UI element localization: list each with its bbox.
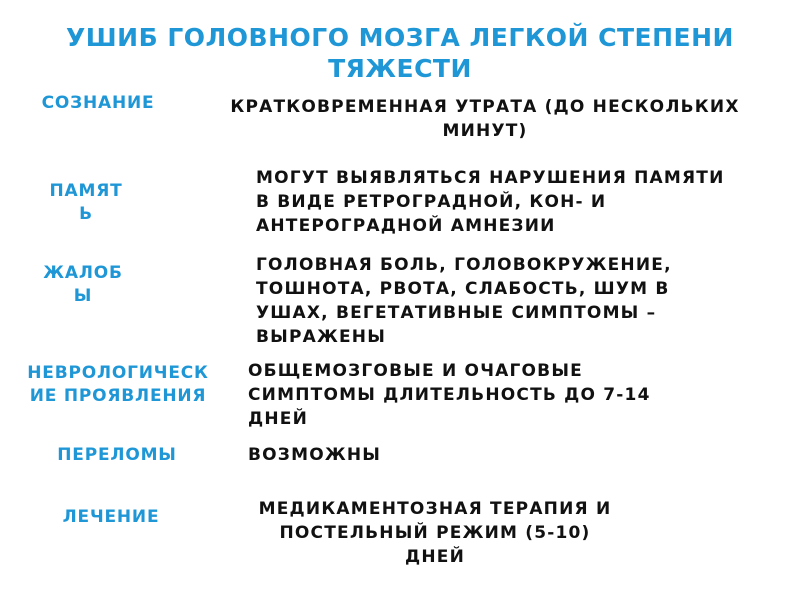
label-fractures xyxy=(42,444,192,467)
value-memory-line-3: АНТЕРОГРАДНОЙ АМНЕЗИИ xyxy=(256,216,556,236)
value-neurological-line-1: ОБЩЕМОЗГОВЫЕ И ОЧАГОВЫЕ xyxy=(248,361,583,381)
value-complaints-line-1: ГОЛОВНАЯ БОЛЬ, ГОЛОВОКРУЖЕНИЕ, xyxy=(256,255,672,275)
value-fractures xyxy=(248,443,548,467)
slide-title-line-1: УШИБ ГОЛОВНОГО МОЗГА ЛЕГКОЙ СТЕПЕНИ xyxy=(66,23,734,52)
value-treatment xyxy=(220,497,650,569)
label-neurological-line-1: НЕВРОЛОГИЧЕСК xyxy=(27,363,209,383)
value-memory-line-2: В ВИДЕ РЕТРОГРАДНОЙ, КОН- И xyxy=(256,192,607,212)
value-consciousness-line-1: КРАТКОВРЕМЕННАЯ УТРАТА (ДО НЕСКОЛЬКИХ xyxy=(230,97,740,117)
value-complaints-line-3: УШАХ, ВЕГЕТАТИВНЫЕ СИМПТОМЫ – xyxy=(256,303,657,323)
label-memory-line-1: ПАМЯТ xyxy=(49,181,123,201)
value-complaints xyxy=(256,253,786,349)
value-memory xyxy=(256,166,786,238)
label-treatment xyxy=(46,506,176,529)
label-treatment-line-1: ЛЕЧЕНИЕ xyxy=(62,507,160,527)
slide-title-line-2: ТЯЖЕСТИ xyxy=(328,54,472,83)
label-neurological xyxy=(12,362,224,408)
value-neurological-line-3: ДНЕЙ xyxy=(248,409,309,429)
label-memory xyxy=(36,180,136,226)
value-neurological-line-2: СИМПТОМЫ ДЛИТЕЛЬНОСТЬ ДО 7-14 xyxy=(248,385,651,405)
label-neurological-line-2: ИЕ ПРОЯВЛЕНИЯ xyxy=(29,386,207,406)
value-complaints-line-2: ТОШНОТА, РВОТА, СЛАБОСТЬ, ШУМ В xyxy=(256,279,670,299)
label-complaints xyxy=(28,262,138,308)
label-complaints-line-1: ЖАЛОБ xyxy=(43,263,123,283)
label-consciousness-line-1: СОЗНАНИЕ xyxy=(41,93,155,113)
label-fractures-line-1: ПЕРЕЛОМЫ xyxy=(57,445,177,465)
label-memory-line-2: Ь xyxy=(79,204,93,224)
value-complaints-line-4: ВЫРАЖЕНЫ xyxy=(256,327,387,347)
slide-title xyxy=(0,22,800,84)
value-consciousness-line-2: МИНУТ) xyxy=(442,121,528,141)
label-consciousness xyxy=(28,92,168,115)
value-consciousness xyxy=(205,95,765,143)
value-neurological xyxy=(248,359,778,431)
value-treatment-line-2: ПОСТЕЛЬНЫЙ РЕЖИМ (5-10) xyxy=(279,523,591,543)
value-treatment-line-3: ДНЕЙ xyxy=(404,547,465,567)
value-memory-line-1: МОГУТ ВЫЯВЛЯТЬСЯ НАРУШЕНИЯ ПАМЯТИ xyxy=(256,168,725,188)
value-fractures-line-1: ВОЗМОЖНЫ xyxy=(248,445,382,465)
label-complaints-line-2: Ы xyxy=(73,286,93,306)
value-treatment-line-1: МЕДИКАМЕНТОЗНАЯ ТЕРАПИЯ И xyxy=(258,499,612,519)
